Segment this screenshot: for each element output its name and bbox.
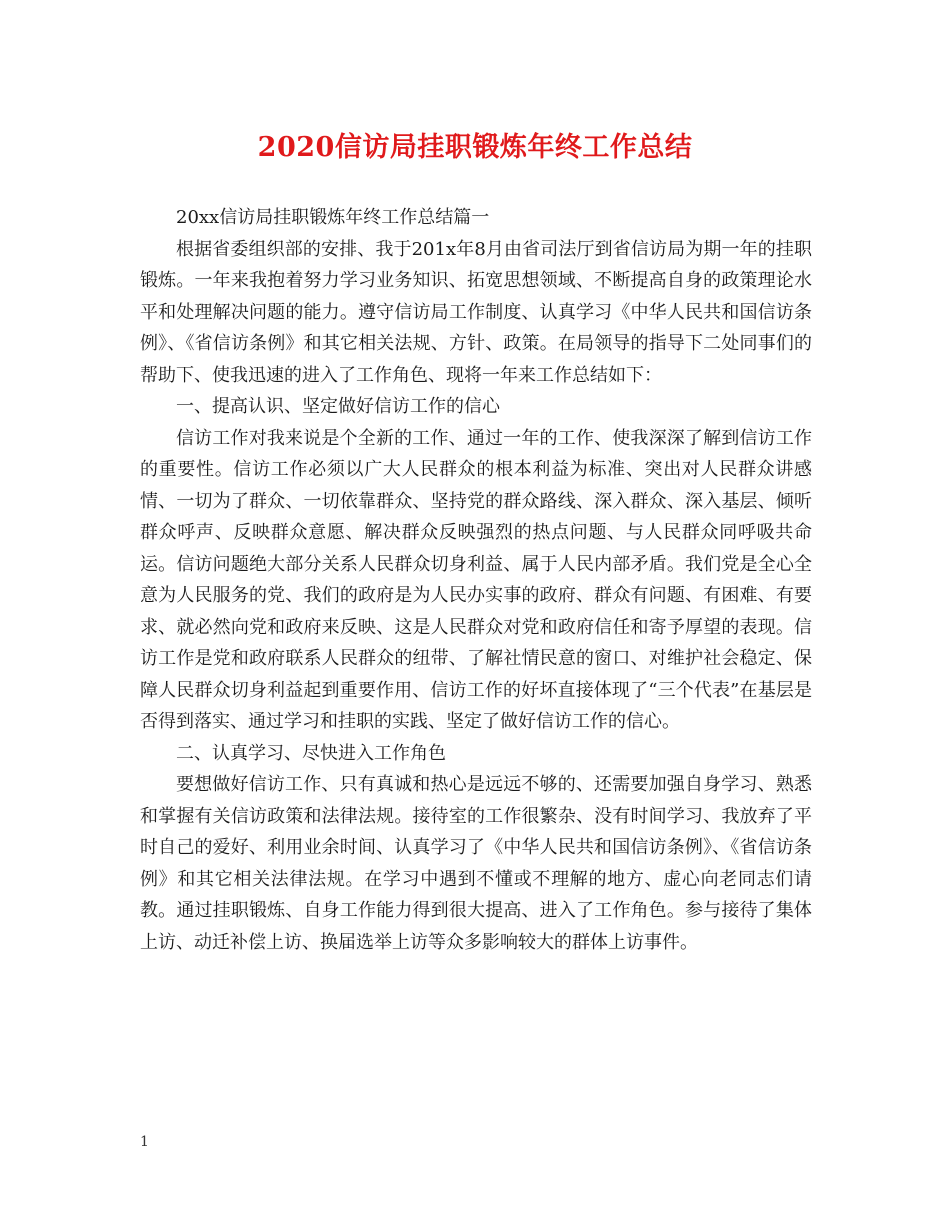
section-heading-2: 二、认真学习、尽快进入工作角色: [176, 742, 446, 764]
document-body: [140, 202, 812, 958]
intro-paragraph: 根据省委组织部的安排、我于201x年8月由省司法厅到省信访局为期一年的挂职锻炼。一年来我抱着努力学习业务知识、拓宽思想领域、不断提高自身的政策理论水平和处理解决问题的能力。遵守信访局工作制度、认真学习《中华人民共和国信访条例》、《省信访条例》和其它相关法规、方针、政策。在局领导的指导下二处同事们的帮助下、使我迅速的进入了工作角色、现将一年来工作总结如下：: [140, 238, 812, 386]
section-heading-1: 一、提高认识、坚定做好信访工作的信心: [176, 396, 500, 417]
section-1-paragraph: 信访工作对我来说是个全新的工作、通过一年的工作、使我深深了解到信访工作的重要性。信访工作必须以广大人民群众的根本利益为标准、突出对人民群众讲感情、一切为了群众、一切依靠群众、坚持党的群众路线、深入群众、深入基层、倾听群众呼声、反映群众意愿、解决群众反映强烈的热点问题、与人民群众同呼吸共命运。信访问题绝大部分关系人民群众切身利益、属于人民内部矛盾。我们党是全心全意为人民服务的党、我们的政府是为人民办实事的政府、群众有问题、有困难、有要求、就必然向党和政府来反映、这是人民群众对党和政府信任和寄予厚望的表现。信访工作是党和政府联系人民群众的纽带、了解社情民意的窗口、对维护社会稳定、保障人民群众切身利益起到重要作用、信访工作的好坏直接体现了“三个代表”在基层是否得到落实、通过学习和挂职的实践、坚定了做好信访工作的信心。: [140, 427, 812, 732]
section-subtitle: 20xx信访局挂职锻炼年终工作总结篇一: [176, 207, 490, 228]
document-title: 2020信访局挂职锻炼年终工作总结: [257, 132, 693, 163]
section-2-paragraph: 要想做好信访工作、只有真诚和热心是远远不够的、还需要加强自身学习、熟悉和掌握有关信访政策和法律法规。接待室的工作很繁杂、没有时间学习、我放弃了平时自己的爱好、利用业余时间、认真学习了《中华人民共和国信访条例》、《省信访条例》和其它相关法律法规。在学习中遇到不懂或不理解的地方、虚心向老同志们请教。通过挂职锻炼、自身工作能力得到很大提高、进入了工作角色。参与接待了集体上访、动迁补偿上访、换届选举上访等众多影响较大的群体上访事件。: [140, 774, 812, 953]
page-number: 1: [140, 1134, 149, 1150]
